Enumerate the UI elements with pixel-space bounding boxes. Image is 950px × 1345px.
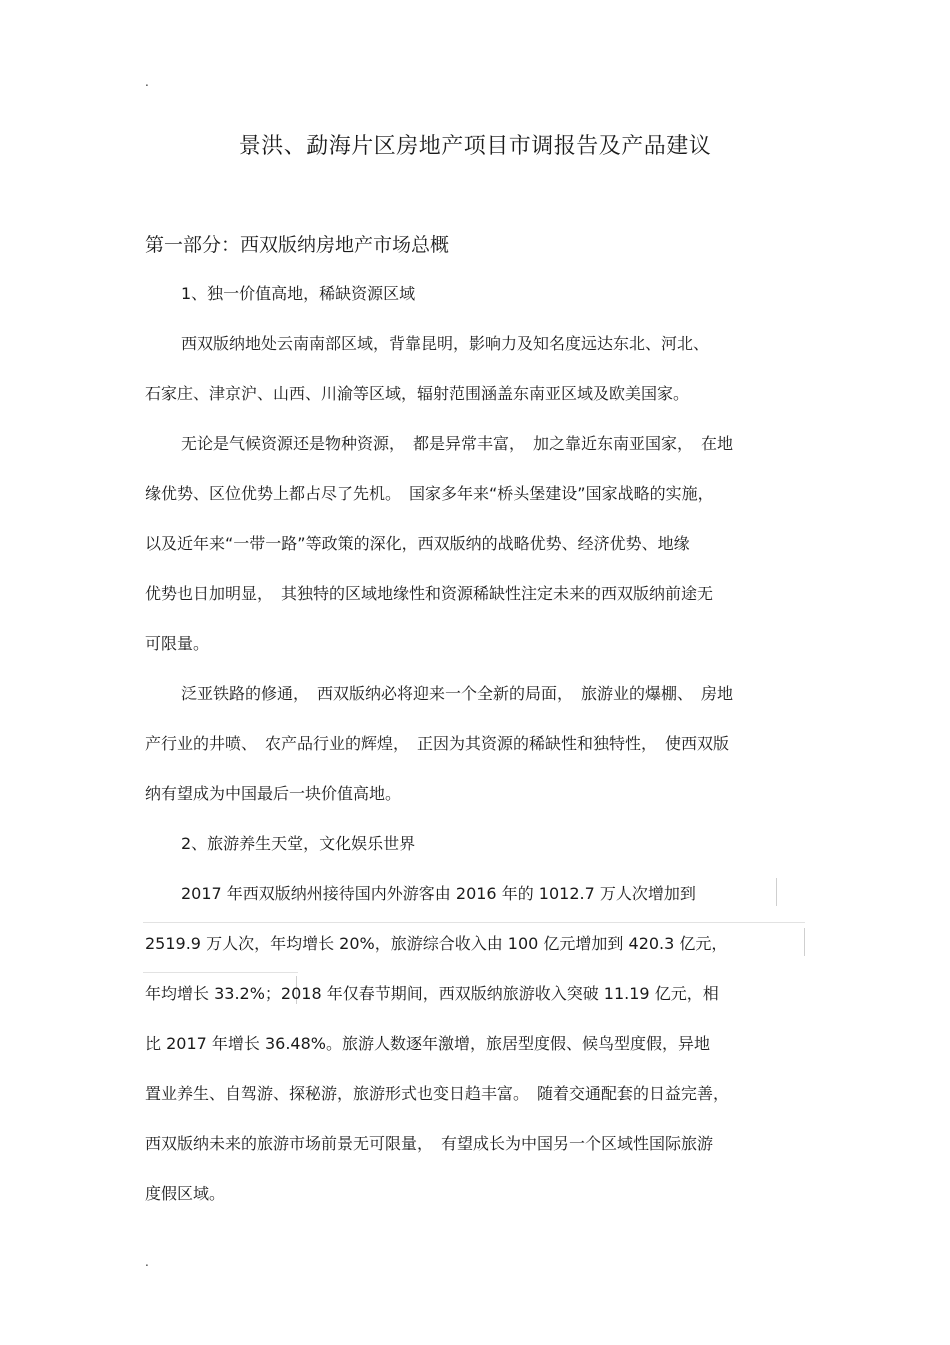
paragraph-line: 产行业的井喷、 农产品行业的辉煌， 正因为其资源的稀缺性和独特性， 使西双版 — [145, 734, 730, 753]
paragraph-line: 泛亚铁路的修通， 西双版纳必将迎来一个全新的局面， 旅游业的爆棚、 房地 — [181, 684, 734, 703]
section-1-heading: 1、独一价值高地，稀缺资源区域 — [181, 284, 416, 303]
paragraph-line: 2017 年西双版纳州接待国内外游客由 2016 年的 1012.7 万人次增加到 — [181, 884, 696, 903]
paragraph-line: 可限量。 — [145, 634, 210, 653]
footer-dot-mark: . — [145, 1255, 149, 1269]
table-border-line — [143, 922, 805, 923]
table-border-line — [804, 928, 805, 956]
paragraph-line: 度假区域。 — [145, 1184, 226, 1203]
paragraph-line: 西双版纳地处云南南部区域，背靠昆明，影响力及知名度远达东北、河北、 — [181, 334, 710, 353]
paragraph-line: 缘优势、区位优势上都占尽了先机。 国家多年来“桥头堡建设”国家战略的实施， — [145, 484, 714, 503]
part-one-heading: 第一部分：西双版纳房地产市场总概 — [145, 234, 450, 256]
table-border-line — [776, 878, 777, 906]
paragraph-line: 无论是气候资源还是物种资源， 都是异常丰富， 加之靠近东南亚国家， 在地 — [181, 434, 734, 453]
paragraph-line: 置业养生、自驾游、探秘游，旅游形式也变日趋丰富。 随着交通配套的日益完善， — [145, 1084, 730, 1103]
table-border-line — [143, 972, 298, 973]
paragraph-line: 优势也日加明显， 其独特的区域地缘性和资源稀缺性注定未来的西双版纳前途无 — [145, 584, 714, 603]
paragraph-line: 年均增长 33.2%；2018 年仅春节期间，西双版纳旅游收入突破 11.19 亿元，相 — [145, 984, 719, 1003]
paragraph-line: 纳有望成为中国最后一块价值高地。 — [145, 784, 402, 803]
section-2-heading: 2、旅游养生天堂，文化娱乐世界 — [181, 834, 416, 853]
header-dot-mark: . — [145, 75, 149, 89]
paragraph-line: 西双版纳未来的旅游市场前景无可限量， 有望成长为中国另一个区域性国际旅游 — [145, 1134, 714, 1153]
paragraph-line: 比 2017 年增长 36.48%。旅游人数逐年激增，旅居型度假、候鸟型度假，异地 — [145, 1034, 710, 1053]
paragraph-line: 2519.9 万人次，年均增长 20%，旅游综合收入由 100 亿元增加到 420.3 亿元， — [145, 934, 728, 953]
document-title: 景洪、勐海片区房地产项目市调报告及产品建议 — [238, 134, 712, 159]
paragraph-line: 以及近年来“一带一路”等政策的深化，西双版纳的战略优势、经济优势、地缘 — [145, 534, 690, 553]
paragraph-line: 石家庄、津京沪、山西、川渝等区域，辐射范围涵盖东南亚区域及欧美国家。 — [145, 384, 690, 403]
